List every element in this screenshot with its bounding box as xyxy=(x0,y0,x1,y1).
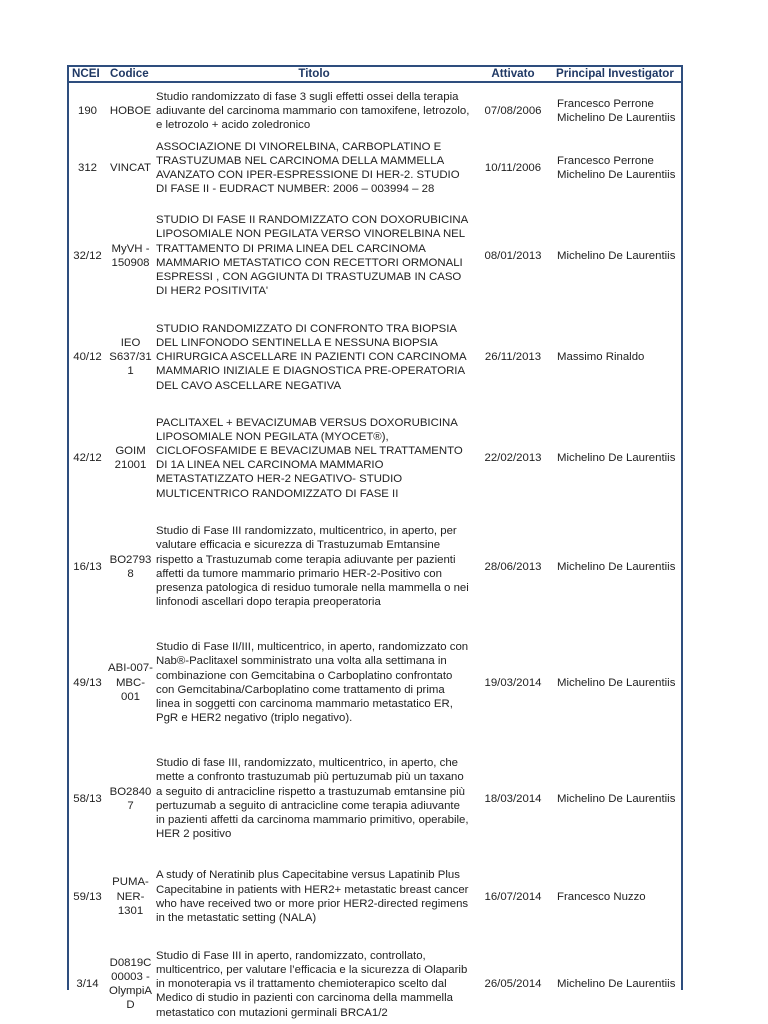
cell-codice: D0819C 00003 - OlympiA D xyxy=(108,956,153,1012)
header-principal-investigator: Principal Investigator xyxy=(552,66,682,82)
row-spacer xyxy=(68,849,682,864)
cell-principal-investigator xyxy=(552,212,682,299)
cell-ncei: 49/13 xyxy=(73,676,102,689)
investigator-name: Michelino De Laurentiis xyxy=(557,978,676,991)
row-spacer-cell xyxy=(68,501,682,516)
row-spacer xyxy=(68,197,682,212)
cell-codice: HOBOE xyxy=(109,105,152,118)
cell-attivato: 19/03/2014 xyxy=(484,676,542,689)
row-spacer-cell xyxy=(68,299,682,314)
table-row xyxy=(68,748,682,849)
table-row xyxy=(68,314,682,400)
cell-attivato: 26/11/2013 xyxy=(484,351,542,364)
cell-titolo: Studio randomizzato di fase 3 sugli effetti ossei della terapia adiuvante del carcinoma mammario con tamoxifene, letrozolo, e letrozolo + acido zoledronico xyxy=(156,90,470,132)
cell-ncei: 3/14 xyxy=(76,978,99,991)
cell-attivato: 22/02/2013 xyxy=(484,452,542,465)
cell-titolo: Studio di Fase III randomizzato, multicentrico, in aperto, per valutare efficacia e sicurezza di Trastuzumab Emtansine rispetto a Trastuzumab come terapia adiuvante per pazienti affetti da tumore mammario primario HER-2-Positivo con presenza patologica di residuo tumorale nella mammella o nei linfonodi ascellari dopo terapia preoperatoria xyxy=(156,525,469,609)
investigator-name: Michelino De Laurentiis xyxy=(557,560,676,573)
row-spacer-cell xyxy=(68,733,682,748)
row-spacer xyxy=(68,929,682,944)
cell-attivato: 28/06/2013 xyxy=(484,560,542,573)
cell-principal-investigator xyxy=(552,415,682,501)
cell-principal-investigator xyxy=(552,516,682,617)
cell-codice: IEO S637/31 1 xyxy=(109,336,152,378)
table-row xyxy=(68,516,682,617)
cell-titolo: A study of Neratinib plus Capecitabine versus Lapatinib Plus Capecitabine in patients with HER2+ metastatic breast cancer who have received two or more prior HER2-directed regimens in the metastatic setting (NALA) xyxy=(156,869,469,924)
row-spacer-cell xyxy=(68,400,682,415)
cell-codice: VINCAT xyxy=(110,162,151,175)
investigator-name: Francesco Nuzzo xyxy=(557,890,646,903)
cell-ncei: 190 xyxy=(77,105,97,118)
table-body xyxy=(68,82,682,1024)
investigator-name: Michelino De Laurentiis xyxy=(557,169,676,182)
header-attivato: Attivato xyxy=(474,66,552,82)
investigator-name: Francesco Perrone xyxy=(557,98,654,110)
cell-titolo: STUDIO DI FASE II RANDOMIZZATO CON DOXORUBICINA LIPOSOMIALE NON PEGILATA VERSO VINORELBINA NEL TRATTAMENTO DI PRIMA LINEA DEL CARCINOMA MAMMARIO METASTATICO CON RECETTORI ORMONALI ESPRESSI , CON AGGIUNTA DI TRASTUZUMAB IN CASO DI HER2 POSITIVITA' xyxy=(156,214,468,298)
cell-codice: GOIM 21001 xyxy=(114,445,147,472)
cell-attivato: 10/11/2006 xyxy=(484,162,542,175)
cell-titolo: STUDIO RANDOMIZZATO DI CONFRONTO TRA BIOPSIA DEL LINFONODO SENTINELLA E NESSUNA BIOPSIA CHIRURGICA ASCELLARE IN PAZIENTI CON CARCINOMA MAMMARIO INIZIALE E DIAGNOSTICA PRE-OPERATORIA DEL CAVO ASCELLARE NEGATIVA xyxy=(156,322,466,392)
cell-attivato: 07/08/2006 xyxy=(484,105,542,118)
cell-attivato: 18/03/2014 xyxy=(484,792,542,805)
table-row xyxy=(68,944,682,1024)
investigator-name: Massimo Rinaldo xyxy=(557,351,645,364)
cell-principal-investigator xyxy=(552,139,682,197)
row-spacer-cell xyxy=(68,849,682,864)
cell-ncei: 40/12 xyxy=(73,351,102,364)
cell-ncei: 42/12 xyxy=(73,452,102,465)
header-titolo: Titolo xyxy=(154,66,474,82)
row-spacer-cell xyxy=(68,197,682,212)
table-row xyxy=(68,212,682,299)
cell-ncei: 59/13 xyxy=(73,890,102,903)
row-spacer xyxy=(68,501,682,516)
cell-principal-investigator xyxy=(552,748,682,849)
cell-attivato: 08/01/2013 xyxy=(484,249,542,262)
row-spacer xyxy=(68,400,682,415)
cell-attivato: 16/07/2014 xyxy=(484,890,542,903)
cell-titolo: PACLITAXEL + BEVACIZUMAB VERSUS DOXORUBICINA LIPOSOMIALE NON PEGILATA (MYOCET®), CICLOFOSFAMIDE E BEVACIZUMAB NEL TRATTAMENTO DI 1A LINEA NEL CARCINOMA MAMMARIO METASTATIZZATO HER-2 NEGATIVO- STUDIO MULTICENTRICO RANDOMIZZATO DI FASE II xyxy=(156,416,463,500)
cell-ncei: 16/13 xyxy=(73,560,102,573)
cell-principal-investigator xyxy=(552,82,682,139)
row-spacer xyxy=(68,299,682,314)
cell-principal-investigator xyxy=(552,864,682,929)
cell-attivato: 26/05/2014 xyxy=(484,978,542,991)
cell-titolo: Studio di Fase II/III, multicentrico, in aperto, randomizzato con Nab®-Paclitaxel somministrato una volta alla settimana in combinazione con Gemcitabina o Carboplatino confrontato con Gemcitabina/Carboplatino come trattamento di prima linea in soggetti con carcinoma mammario metastatico ER, PgR e HER2 negativo (triplo negativo). xyxy=(156,641,469,725)
header-ncei: NCEI xyxy=(68,66,107,82)
cell-principal-investigator xyxy=(552,314,682,400)
cell-codice: PUMA- NER- 1301 xyxy=(112,876,149,917)
cell-titolo: Studio di fase III, randomizzato, multicentrico, in aperto, che mette a confronto trastuzumab più pertuzumab più un taxano a seguito di antracicline rispetto a trastuzumab emtansine più pertuzumab a seguito di antracicline come terapia adiuvante in pazienti affetti da carcinoma mammario primitivo, operabile, HER 2 positivo xyxy=(156,757,469,841)
investigator-name: Michelino De Laurentiis xyxy=(557,452,676,465)
investigator-name: Michelino De Laurentiis xyxy=(557,676,676,689)
table-row xyxy=(68,82,682,139)
table-row xyxy=(68,415,682,501)
cell-principal-investigator xyxy=(552,632,682,733)
cell-codice: BO2793 8 xyxy=(109,553,152,580)
investigator-name: Michelino De Laurentiis xyxy=(557,792,676,805)
row-spacer-cell xyxy=(68,929,682,944)
table-row xyxy=(68,632,682,733)
row-spacer xyxy=(68,617,682,632)
table-row xyxy=(68,864,682,929)
cell-ncei: 312 xyxy=(77,162,97,175)
investigator-name: Michelino De Laurentiis xyxy=(557,112,676,125)
cell-codice: MyVH - 150908 xyxy=(111,242,150,269)
row-spacer-cell xyxy=(68,617,682,632)
table-header-row xyxy=(68,66,682,82)
row-spacer xyxy=(68,733,682,748)
cell-titolo: Studio di Fase III in aperto, randomizzato, controllato, multicentrico, per valutare l’efficacia e la sicurezza di Olaparib in monoterapia vs il trattamento chemioterapico scelto dal Medico di studio in pazienti con carcinoma della mammella metastatico con mutazioni germinali BRCA1/2 xyxy=(156,949,468,1019)
cell-codice: BO2840 7 xyxy=(109,785,152,812)
cell-ncei: 32/12 xyxy=(73,249,102,262)
table-row xyxy=(68,139,682,197)
cell-principal-investigator xyxy=(552,944,682,1024)
trials-table xyxy=(68,65,682,1024)
investigator-name: Michelino De Laurentiis xyxy=(557,249,676,262)
cell-titolo: ASSOCIAZIONE DI VINORELBINA, CARBOPLATINO E TRASTUZUMAB NEL CARCINOMA DELLA MAMMELLA AVANZATO CON IPER-ESPRESSIONE DI HER-2. STUDIO DI FASE II - EUDRACT NUMBER: 2006 – 003994 – 28 xyxy=(156,140,460,196)
header-codice: Codice xyxy=(107,66,154,82)
cell-codice: ABI-007- MBC- 001 xyxy=(108,662,153,703)
investigator-name: Francesco Perrone xyxy=(557,155,654,167)
cell-ncei: 58/13 xyxy=(73,792,102,805)
